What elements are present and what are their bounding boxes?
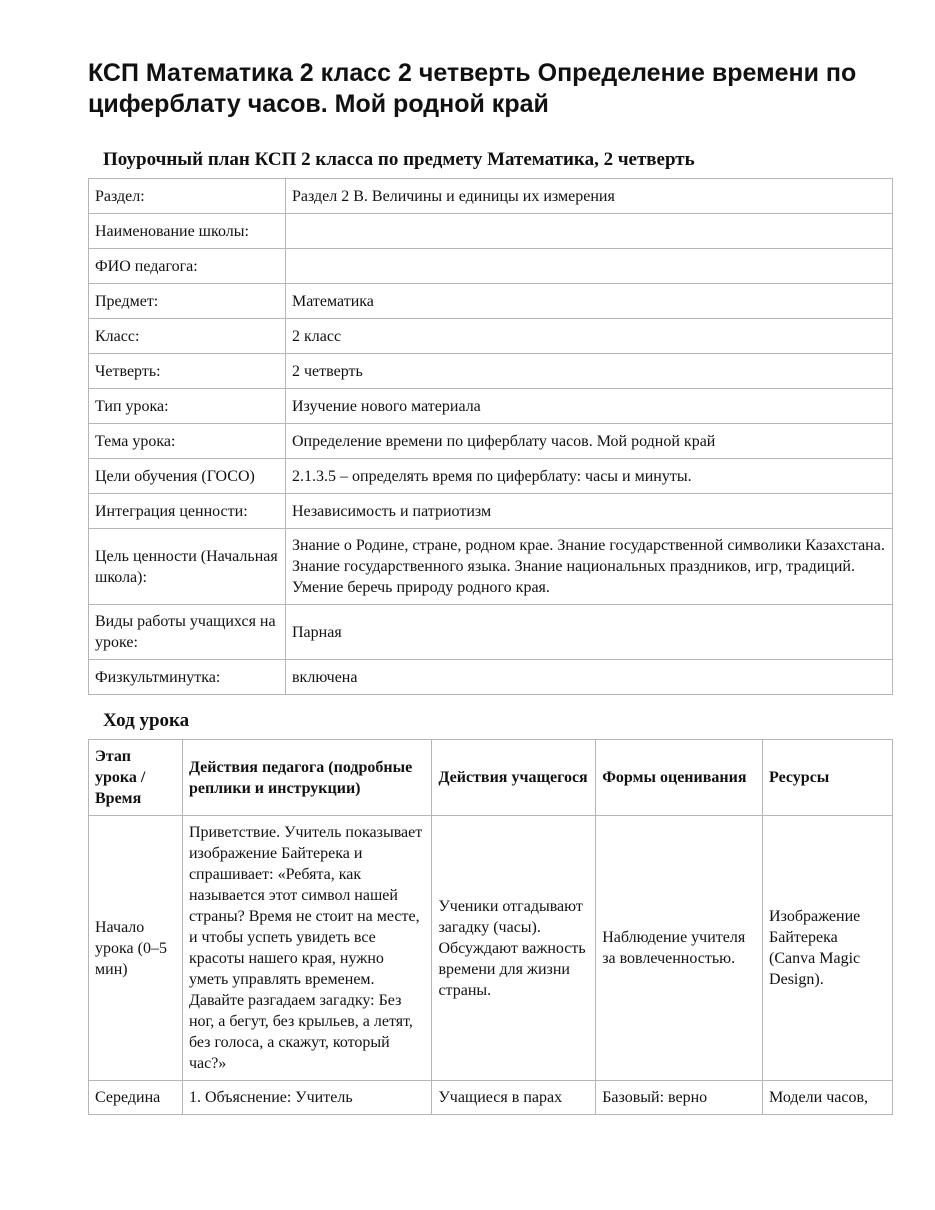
table-row xyxy=(89,494,893,529)
info-key: Цели обучения (ГОСО) xyxy=(89,459,286,494)
assessment-cell: Наблюдение учителя за вовлеченностью. xyxy=(596,816,763,1081)
lesson-info-table xyxy=(88,178,893,695)
info-value: 2 четверть xyxy=(286,354,893,389)
table-row xyxy=(89,354,893,389)
table-row xyxy=(89,660,893,695)
info-key: Предмет: xyxy=(89,284,286,319)
info-key: Интеграция ценности: xyxy=(89,494,286,529)
table-row xyxy=(89,179,893,214)
table-row xyxy=(89,249,893,284)
info-value: включена xyxy=(286,660,893,695)
table-row xyxy=(89,284,893,319)
table-row xyxy=(89,424,893,459)
info-key: Тип урока: xyxy=(89,389,286,424)
info-key: Класс: xyxy=(89,319,286,354)
resources-cell: Изображение Байтерека (Canva Magic Design). xyxy=(763,816,893,1081)
table-row xyxy=(89,214,893,249)
info-value: Математика xyxy=(286,284,893,319)
info-key: Физкультминутка: xyxy=(89,660,286,695)
info-value: Изучение нового материала xyxy=(286,389,893,424)
column-header-teacher-actions: Действия педагога (подробные реплики и инструкции) xyxy=(182,740,432,816)
info-key: Цель ценности (Начальная школа): xyxy=(89,529,286,605)
info-value: 2 класс xyxy=(286,319,893,354)
table-header-row xyxy=(89,740,893,816)
teacher-actions-cell: Приветствие. Учитель показывает изображение Байтерека и спрашивает: «Ребята, как называется этот символ нашей страны? Время не стоит на месте, и чтобы успеть увидеть все красоты нашего края, нужно уметь управлять временем. Давайте разгадаем загадку: Без ног, а бегут, без крыльев, а летят, без голоса, а скажут, который час?» xyxy=(182,816,432,1081)
info-value: Знание о Родине, стране, родном крае. Знание государственной символики Казахстана. Знание государственного языка. Знание национальных праздников, игр, традиций. Умение беречь природу родного края. xyxy=(286,529,893,605)
teacher-actions-cell: 1. Объяснение: Учитель xyxy=(182,1081,432,1115)
column-header-student-actions: Действия учащегося xyxy=(432,740,596,816)
info-value: Определение времени по циферблату часов. Мой родной край xyxy=(286,424,893,459)
info-value: Раздел 2 В. Величины и единицы их измерения xyxy=(286,179,893,214)
column-header-stage: Этап урока / Время xyxy=(89,740,183,816)
assessment-cell: Базовый: верно xyxy=(596,1081,763,1115)
table-row xyxy=(89,816,893,1081)
info-key: Раздел: xyxy=(89,179,286,214)
plan-heading: Поурочный план КСП 2 класса по предмету Математика, 2 четверть xyxy=(103,149,695,170)
info-key: Виды работы учащихся на уроке: xyxy=(89,605,286,660)
table-row xyxy=(89,389,893,424)
info-key: Тема урока: xyxy=(89,424,286,459)
student-actions-cell: Ученики отгадывают загадку (часы). Обсуждают важность времени для жизни страны. xyxy=(432,816,596,1081)
document-page xyxy=(88,58,893,1115)
resources-cell: Модели часов, xyxy=(763,1081,893,1115)
table-row xyxy=(89,319,893,354)
column-header-resources: Ресурсы xyxy=(763,740,893,816)
table-row xyxy=(89,605,893,660)
info-value xyxy=(286,249,893,284)
lesson-flow-table xyxy=(88,739,893,1115)
lesson-heading: Ход урока xyxy=(103,710,190,731)
stage-cell: Середина xyxy=(89,1081,183,1115)
table-row xyxy=(89,1081,893,1115)
info-key: Четверть: xyxy=(89,354,286,389)
document-title: КСП Математика 2 класс 2 четверть Определение времени по циферблату часов. Мой родной край xyxy=(88,59,857,118)
table-row xyxy=(89,459,893,494)
info-value: 2.1.3.5 – определять время по циферблату: часы и минуты. xyxy=(286,459,893,494)
info-value: Независимость и патриотизм xyxy=(286,494,893,529)
stage-cell: Начало урока (0–5 мин) xyxy=(89,816,183,1081)
info-key: Наименование школы: xyxy=(89,214,286,249)
info-key: ФИО педагога: xyxy=(89,249,286,284)
column-header-assessment: Формы оценивания xyxy=(596,740,763,816)
student-actions-cell: Учащиеся в парах xyxy=(432,1081,596,1115)
table-row xyxy=(89,529,893,605)
info-value xyxy=(286,214,893,249)
info-value: Парная xyxy=(286,605,893,660)
